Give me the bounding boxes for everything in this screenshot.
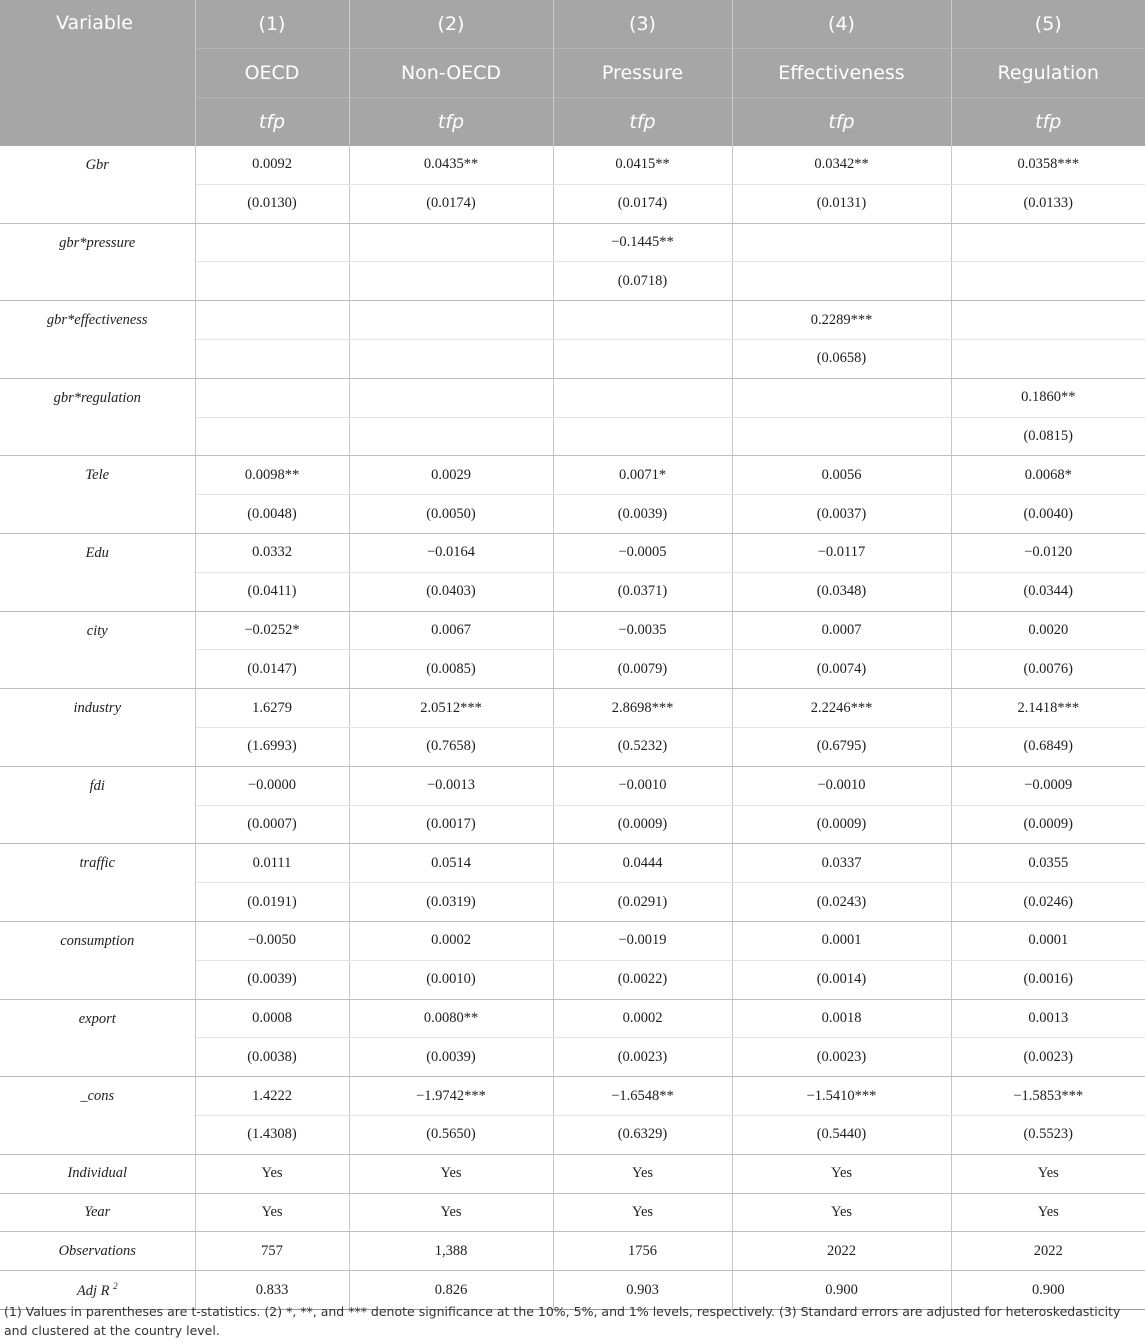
variable-label: traffic [0,844,195,922]
std-error-cell: (0.0411) [195,572,349,611]
std-error-cell: (0.0074) [732,650,951,689]
std-error-cell [732,417,951,456]
footer-label [0,1193,195,1232]
table-row [0,378,1145,417]
coefficient-cell: 0.0067 [349,611,553,650]
coefficient-cell: −0.0000 [195,766,349,805]
coefficient-cell: 0.1860** [951,378,1145,417]
coefficient-cell: −0.0120 [951,533,1145,572]
column-group-4: Effectiveness [732,49,951,98]
std-error-cell: (0.0039) [195,960,349,999]
coefficient-cell [951,223,1145,262]
std-error-cell: (0.5440) [732,1115,951,1154]
table-row [0,146,1145,184]
std-error-cell [732,262,951,301]
std-error-cell: (0.6849) [951,727,1145,766]
coefficient-cell [349,223,553,262]
variable-label: fdi [0,766,195,844]
footer-value-cell: 0.826 [349,1271,553,1310]
coefficient-cell: 2.1418*** [951,689,1145,728]
coefficient-cell: 0.0002 [349,921,553,960]
footer-value-cell: Yes [951,1154,1145,1193]
variable-label: city [0,611,195,689]
coefficient-cell [195,378,349,417]
std-error-cell: (0.7658) [349,727,553,766]
std-error-cell: (0.5232) [553,727,732,766]
footer-label-text: Adj R [76,1282,110,1299]
std-error-cell: (0.0815) [951,417,1145,456]
table-row [0,999,1145,1038]
table-row [0,456,1145,495]
table-note: (1) Values in parentheses are t-statistics. (2) *, **, and *** denote significance at the 10%, 5%, and 1% levels, respectively. (3) Standard errors are adjusted for heteroskedasticity and clustered at the country level. [4,1304,1121,1338]
table-row [0,689,1145,728]
footer-label-text: Year [84,1203,111,1220]
std-error-cell: (0.0130) [195,184,349,223]
table-row [0,766,1145,805]
std-error-cell: (0.0344) [951,572,1145,611]
table-row [0,1193,1145,1232]
column-number-1: (1) [195,0,349,49]
std-error-cell: (0.0291) [553,883,732,922]
coefficient-cell: −0.0009 [951,766,1145,805]
coefficient-cell: 0.0008 [195,999,349,1038]
coefficient-cell: −0.0013 [349,766,553,805]
coefficient-cell: −1.9742*** [349,1077,553,1116]
coefficient-cell: 0.0092 [195,146,349,184]
std-error-cell [195,339,349,378]
std-error-cell: (0.0023) [553,1038,732,1077]
footer-label-superscript: 2 [113,1280,118,1291]
footer-value-cell: Yes [951,1193,1145,1232]
coefficient-cell: 0.0098** [195,456,349,495]
coefficient-cell: 0.0013 [951,999,1145,1038]
std-error-cell: (0.0174) [349,184,553,223]
coefficient-cell: −0.0010 [732,766,951,805]
coefficient-cell: 0.0056 [732,456,951,495]
footer-value-cell: Yes [195,1193,349,1232]
std-error-cell [349,262,553,301]
footer-value-cell: Yes [553,1193,732,1232]
std-error-cell: (0.0022) [553,960,732,999]
std-error-cell [195,417,349,456]
std-error-cell: (0.0009) [732,805,951,844]
std-error-cell: (0.0718) [553,262,732,301]
coefficient-cell: 0.0001 [732,921,951,960]
coefficient-cell: 0.0071* [553,456,732,495]
column-depvar-4: tfp [732,98,951,147]
table-row [0,844,1145,883]
coefficient-cell: −1.5853*** [951,1077,1145,1116]
variable-label: consumption [0,921,195,999]
std-error-cell: (0.0319) [349,883,553,922]
table-row [0,1154,1145,1193]
column-depvar-5: tfp [951,98,1145,147]
footer-value-cell: 0.900 [732,1271,951,1310]
coefficient-cell: 0.2289*** [732,301,951,340]
coefficient-cell: 0.0020 [951,611,1145,650]
coefficient-cell [195,223,349,262]
column-depvar-2: tfp [349,98,553,147]
coefficient-cell: 0.0355 [951,844,1145,883]
variable-label: gbr*effectiveness [0,301,195,379]
variable-label: gbr*regulation [0,378,195,456]
coefficient-cell: 2.2246*** [732,689,951,728]
std-error-cell: (0.0085) [349,650,553,689]
coefficient-cell [195,301,349,340]
footer-value-cell: 0.900 [951,1271,1145,1310]
coefficient-cell: 2.8698*** [553,689,732,728]
coefficient-cell: 2.0512*** [349,689,553,728]
column-depvar-3: tfp [553,98,732,147]
std-error-cell [951,339,1145,378]
coefficient-cell: 0.0444 [553,844,732,883]
footer-value-cell: 0.903 [553,1271,732,1310]
variable-label: export [0,999,195,1077]
coefficient-cell: 0.0332 [195,533,349,572]
std-error-cell: (0.0133) [951,184,1145,223]
variable-label: Edu [0,533,195,611]
coefficient-cell: 0.0068* [951,456,1145,495]
coefficient-cell: −0.0252* [195,611,349,650]
column-depvar-1: tfp [195,98,349,147]
std-error-cell: (0.0009) [951,805,1145,844]
coefficient-cell [553,301,732,340]
std-error-cell: (0.0131) [732,184,951,223]
std-error-cell: (0.0658) [732,339,951,378]
std-error-cell: (0.0076) [951,650,1145,689]
std-error-cell: (0.0023) [732,1038,951,1077]
std-error-cell: (0.0017) [349,805,553,844]
std-error-cell: (0.0246) [951,883,1145,922]
footer-value-cell: 757 [195,1232,349,1271]
coefficient-cell: 0.0435** [349,146,553,184]
footer-value-cell: 1756 [553,1232,732,1271]
std-error-cell: (0.0147) [195,650,349,689]
footer-value-cell: Yes [553,1154,732,1193]
coefficient-cell: 0.0029 [349,456,553,495]
coefficient-cell: −0.1445** [553,223,732,262]
std-error-cell: (1.4308) [195,1115,349,1154]
std-error-cell: (0.0039) [553,495,732,534]
std-error-cell [349,339,553,378]
column-group-5: Regulation [951,49,1145,98]
coefficient-cell: 0.0111 [195,844,349,883]
coefficient-cell: 0.0001 [951,921,1145,960]
std-error-cell: (0.0371) [553,572,732,611]
column-number-4: (4) [732,0,951,49]
column-group-3: Pressure [553,49,732,98]
coefficient-cell [349,378,553,417]
variable-header: Variable [0,0,195,146]
table-row [0,611,1145,650]
footer-value-cell: 0.833 [195,1271,349,1310]
std-error-cell: (0.6795) [732,727,951,766]
coefficient-cell: −1.5410*** [732,1077,951,1116]
std-error-cell: (0.0014) [732,960,951,999]
coefficient-cell: −0.0005 [553,533,732,572]
coefficient-cell: 0.0514 [349,844,553,883]
std-error-cell: (0.0016) [951,960,1145,999]
column-group-2: Non-OECD [349,49,553,98]
std-error-cell: (0.0007) [195,805,349,844]
variable-label: _cons [0,1077,195,1155]
std-error-cell [553,339,732,378]
std-error-cell: (0.0243) [732,883,951,922]
coefficient-cell: 0.0342** [732,146,951,184]
coefficient-cell: −0.0050 [195,921,349,960]
footer-value-cell: 1,388 [349,1232,553,1271]
std-error-cell: (0.0023) [951,1038,1145,1077]
footer-label-text: Observations [58,1242,136,1259]
coefficient-cell: −0.0010 [553,766,732,805]
std-error-cell: (0.0191) [195,883,349,922]
coefficient-cell: −1.6548** [553,1077,732,1116]
coefficient-cell: −0.0019 [553,921,732,960]
std-error-cell [553,417,732,456]
table-row [0,1232,1145,1271]
footer-value-cell: Yes [195,1154,349,1193]
std-error-cell: (0.5650) [349,1115,553,1154]
std-error-cell: (0.0403) [349,572,553,611]
std-error-cell: (0.0348) [732,572,951,611]
footer-value-cell: Yes [349,1154,553,1193]
coefficient-cell [951,301,1145,340]
std-error-cell: (0.0050) [349,495,553,534]
std-error-cell: (0.0010) [349,960,553,999]
coefficient-cell: 0.0337 [732,844,951,883]
std-error-cell: (0.5523) [951,1115,1145,1154]
std-error-cell: (0.0079) [553,650,732,689]
coefficient-cell: 0.0415** [553,146,732,184]
table-body [0,146,1145,1309]
table-row [0,921,1145,960]
std-error-cell: (0.6329) [553,1115,732,1154]
variable-label: gbr*pressure [0,223,195,301]
footer-value-cell: 2022 [951,1232,1145,1271]
variable-label: Tele [0,456,195,534]
std-error-cell: (0.0037) [732,495,951,534]
variable-label: industry [0,689,195,767]
column-number-3: (3) [553,0,732,49]
table-row [0,1077,1145,1116]
coefficient-cell: −0.0117 [732,533,951,572]
footer-value-cell: 2022 [732,1232,951,1271]
coefficient-cell: 1.4222 [195,1077,349,1116]
std-error-cell: (0.0048) [195,495,349,534]
coefficient-cell [553,378,732,417]
coefficient-cell [732,223,951,262]
footer-value-cell: Yes [349,1193,553,1232]
footer-value-cell: Yes [732,1154,951,1193]
coefficient-cell: 0.0080** [349,999,553,1038]
coefficient-cell: 0.0002 [553,999,732,1038]
footer-label [0,1232,195,1271]
std-error-cell [951,262,1145,301]
coefficient-cell: −0.0035 [553,611,732,650]
table-row [0,301,1145,340]
coefficient-cell [732,378,951,417]
coefficient-cell: 0.0007 [732,611,951,650]
std-error-cell [349,417,553,456]
footer-value-cell: Yes [732,1193,951,1232]
table-header [0,0,1145,146]
std-error-cell: (0.0040) [951,495,1145,534]
std-error-cell: (0.0039) [349,1038,553,1077]
std-error-cell: (1.6993) [195,727,349,766]
std-error-cell [195,262,349,301]
column-group-1: OECD [195,49,349,98]
column-number-5: (5) [951,0,1145,49]
footer-label [0,1154,195,1193]
table-row [0,223,1145,262]
variable-label: Gbr [0,146,195,223]
std-error-cell: (0.0174) [553,184,732,223]
column-number-2: (2) [349,0,553,49]
coefficient-cell: 0.0018 [732,999,951,1038]
std-error-cell: (0.0038) [195,1038,349,1077]
coefficient-cell: 0.0358*** [951,146,1145,184]
coefficient-cell [349,301,553,340]
table-row [0,533,1145,572]
std-error-cell: (0.0009) [553,805,732,844]
coefficient-cell: 1.6279 [195,689,349,728]
footer-label-text: Individual [67,1165,128,1182]
coefficient-cell: −0.0164 [349,533,553,572]
